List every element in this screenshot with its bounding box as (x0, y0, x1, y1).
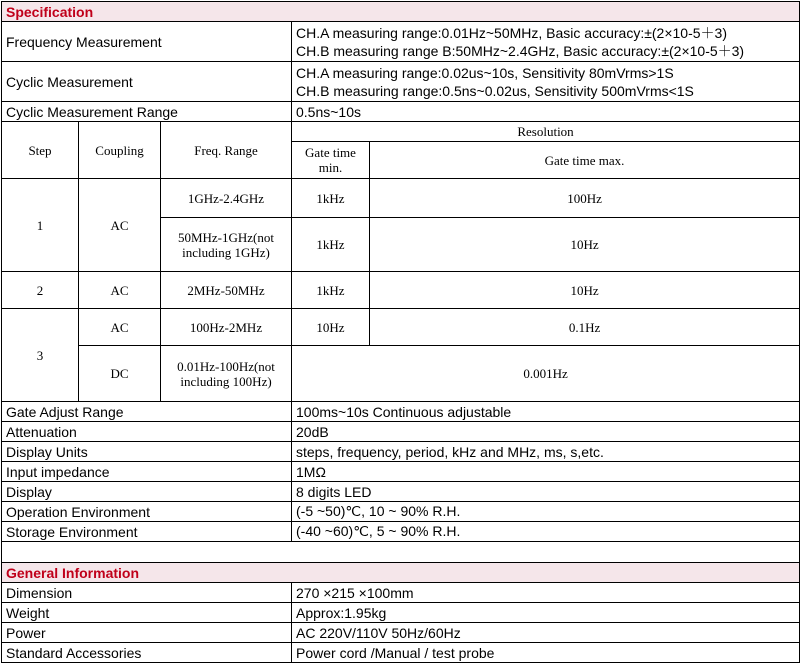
spec-table (1, 1, 800, 663)
spec-value: 8 digits LED (292, 482, 800, 502)
cycr-label: Cyclic Measurement Range (2, 102, 292, 122)
gate-max-cell: 10Hz (370, 218, 800, 272)
col-gate-max: Gate time max. (370, 142, 800, 179)
coupling-cell: AC (79, 309, 161, 346)
spec-value: 20dB (292, 422, 800, 442)
general-header: General Information (2, 563, 800, 583)
freq-cha: CH.A measuring range:0.01Hz~50MHz, Basic accuracy:±(2×10-5＋3) (296, 24, 727, 41)
general-value: Approx:1.95kg (292, 603, 800, 623)
spec-label: Gate Adjust Range (2, 402, 292, 422)
gate-max-cell: 10Hz (370, 272, 800, 309)
gate-min-cell: 1kHz (292, 218, 370, 272)
general-header-row (2, 563, 800, 583)
spec-label: Display (2, 482, 292, 502)
general-value: Power cord /Manual / test probe (292, 643, 800, 663)
cycr-row (2, 102, 800, 122)
col-resolution: Resolution (292, 122, 800, 142)
gate-max-cell: 0.1Hz (370, 309, 800, 346)
step-cell: 3 (2, 309, 79, 402)
step-cell: 2 (2, 272, 79, 309)
col-gate-min-2: min. (318, 160, 343, 175)
spec-label: Storage Environment (2, 522, 292, 542)
spec-row (2, 422, 800, 442)
res-row (2, 309, 800, 346)
spec-value: (-5 ~50)℃, 10 ~ 90% R.H. (292, 502, 800, 522)
blank-row (2, 542, 800, 563)
gate-min-cell: 1kHz (292, 272, 370, 309)
freq-row (2, 22, 800, 62)
blank-cell (2, 542, 800, 563)
spec-value: 100ms~10s Continuous adjustable (292, 402, 800, 422)
general-value: AC 220V/110V 50Hz/60Hz (292, 623, 800, 643)
spec-row (2, 482, 800, 502)
coupling-cell: AC (79, 179, 161, 272)
res-row (2, 346, 800, 402)
col-gate-min-1: Gate time (305, 145, 356, 160)
spec-value: (-40 ~60)℃, 5 ~ 90% R.H. (292, 522, 800, 542)
spec-row (2, 462, 800, 482)
spec-label: Input impedance (2, 462, 292, 482)
spec-row (2, 402, 800, 422)
spec-label: Operation Environment (2, 502, 292, 522)
coupling-cell: AC (79, 272, 161, 309)
gate-min-cell: 10Hz (292, 309, 370, 346)
freq-cell: 50MHz-1GHz(not including 1GHz) (161, 218, 292, 272)
spec-header: Specification (2, 2, 800, 22)
freq-cell: 0.01Hz-100Hz(not including 100Hz) (161, 346, 292, 402)
spec-row (2, 442, 800, 462)
general-row (2, 643, 800, 663)
general-label: Weight (2, 603, 292, 623)
col-coupling: Coupling (79, 122, 161, 179)
general-label: Standard Accessories (2, 643, 292, 663)
col-gate-min (292, 142, 370, 179)
cyc-row (2, 62, 800, 102)
col-freq-range: Freq. Range (161, 122, 292, 179)
freq-cell: 1GHz-2.4GHz (161, 179, 292, 218)
general-label: Power (2, 623, 292, 643)
general-row (2, 623, 800, 643)
freq-value (292, 22, 800, 62)
res-row (2, 272, 800, 309)
cyc-label: Cyclic Measurement (2, 62, 292, 102)
cyc-chb: CH.B measuring range:0.5ns~0.02us, Sensitivity 500mVrms<1S (296, 82, 694, 99)
cyc-cha: CH.A measuring range:0.02us~10s, Sensitivity 80mVrms>1S (296, 64, 674, 81)
freq-label: Frequency Measurement (2, 22, 292, 62)
res-row (2, 179, 800, 218)
freq-cell: 2MHz-50MHz (161, 272, 292, 309)
spec-sheet (1, 1, 799, 663)
freq-chb: CH.B measuring range B:50MHz~2.4GHz, Basic accuracy:±(2×10-5＋3) (296, 42, 745, 59)
coupling-cell: DC (79, 346, 161, 402)
res-header-row-1 (2, 122, 800, 142)
spec-label: Attenuation (2, 422, 292, 442)
cyc-value (292, 62, 800, 102)
spec-value: steps, frequency, period, kHz and MHz, ms, s,etc. (292, 442, 800, 462)
spec-row (2, 522, 800, 542)
general-row (2, 603, 800, 623)
col-step: Step (2, 122, 79, 179)
freq-cell: 100Hz-2MHz (161, 309, 292, 346)
general-value: 270 ×215 ×100mm (292, 583, 800, 603)
spec-label: Display Units (2, 442, 292, 462)
gate-max-cell: 0.001Hz (292, 346, 800, 402)
spec-value: 1MΩ (292, 462, 800, 482)
gate-max-cell: 100Hz (370, 179, 800, 218)
step-cell: 1 (2, 179, 79, 272)
general-row (2, 583, 800, 603)
spec-row (2, 502, 800, 522)
gate-min-cell: 1kHz (292, 179, 370, 218)
cycr-value: 0.5ns~10s (292, 102, 800, 122)
spec-header-row (2, 2, 800, 22)
general-label: Dimension (2, 583, 292, 603)
